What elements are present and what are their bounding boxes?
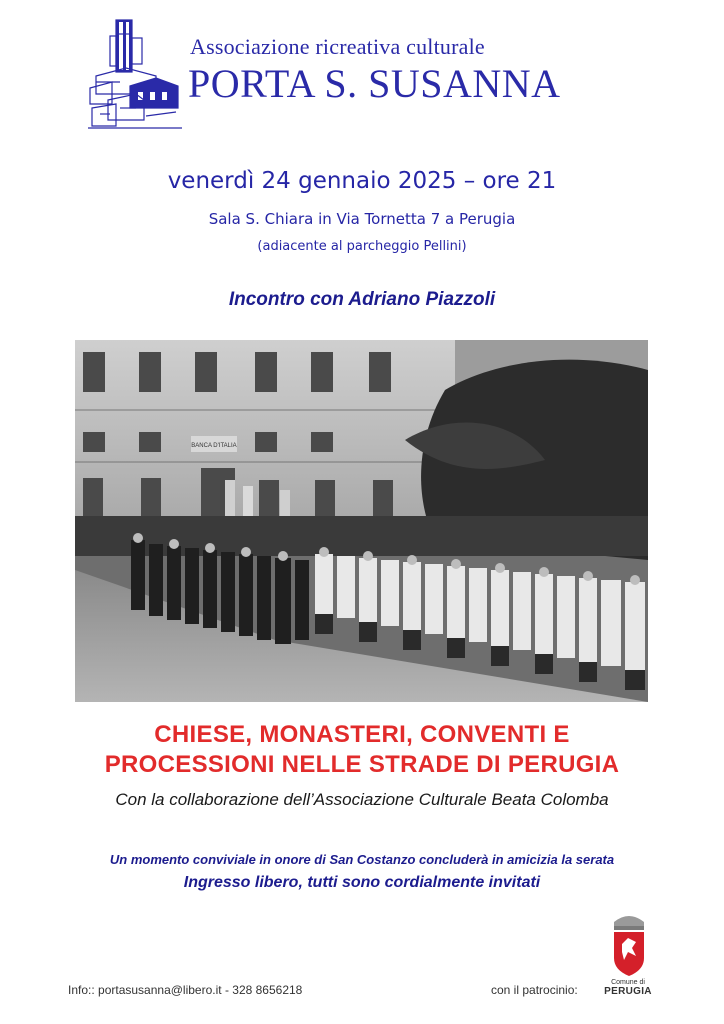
association-logo-drawing — [86, 16, 186, 132]
event-date-time: venerdì 24 gennaio 2025 – ore 21 — [167, 168, 557, 194]
patronage-label: con il patrocinio: — [491, 983, 578, 997]
comune-big-text: PERUGIA — [604, 986, 652, 997]
comune-perugia-crest-icon — [606, 908, 652, 988]
event-title — [0, 720, 724, 780]
event-title-line-1: CHIESE, MONASTERI, CONVENTI E — [154, 721, 570, 748]
event-venue: Sala S. Chiara in Via Tornetta 7 a Perugia — [208, 210, 516, 228]
conviviale-note: Un momento conviviale in onore di San Costanzo concluderà in amicizia la serata — [109, 852, 615, 867]
comune-perugia-label — [596, 978, 660, 996]
collaboration-note: Con la collaborazione dell’Associazione Culturale Beata Colomba — [115, 790, 609, 809]
historic-procession-photo — [75, 340, 648, 702]
event-title-line-2: PROCESSIONI NELLE STRADE DI PERUGIA — [104, 751, 620, 778]
event-speaker: Incontro con Adriano Piazzoli — [228, 289, 496, 310]
bank-sign-text: BANCA D'ITALIA — [191, 443, 237, 449]
event-venue-note: (adiacente al parcheggio Pellini) — [257, 239, 467, 254]
association-name: PORTA S. SUSANNA — [188, 61, 561, 106]
contact-info: Info:: portasusanna@libero.it - 328 8656218 — [68, 983, 303, 997]
association-subtitle: Associazione ricreativa culturale — [190, 34, 485, 59]
comune-small-text: Comune di — [611, 979, 645, 986]
free-entry-note: Ingresso libero, tutti sono cordialmente invitati — [183, 874, 541, 891]
